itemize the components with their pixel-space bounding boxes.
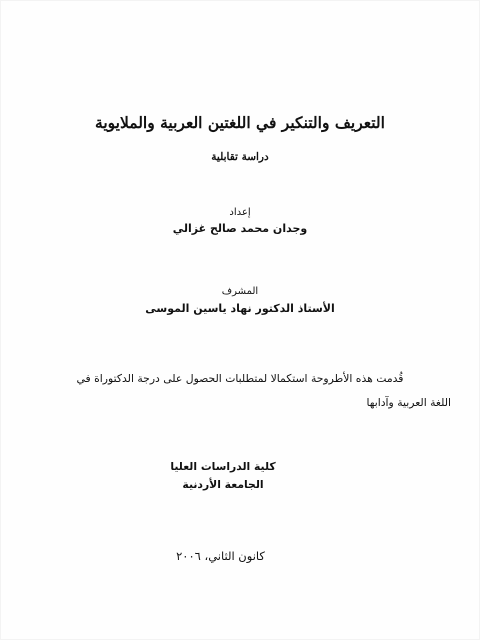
college-name: كلية الدراسات العليا: [170, 460, 276, 473]
supervisor-name: الأستاذ الدكتور نهاد ياسين الموسى: [145, 302, 335, 315]
prepared-by-label: إعداد: [229, 207, 251, 218]
supervisor-label: المشرف: [221, 286, 259, 297]
thesis-subtitle: دراسة تقابلية: [211, 151, 269, 163]
submission-statement-line-2: اللغة العربية وآدابها: [366, 396, 451, 409]
university-name: الجامعة الأردنية: [182, 478, 264, 491]
thesis-title: التعريف والتنكير في اللغتين العربية والملايوية: [95, 113, 385, 132]
submission-statement-line-1: قُدمت هذه الأطروحة استكمالا لمتطلبات الحصول على درجة الدكتوراة في: [76, 372, 404, 385]
author-name: وجدان محمد صالح غزالي: [172, 222, 308, 235]
submission-date: كانون الثاني، ٢٠٠٦: [176, 549, 265, 563]
